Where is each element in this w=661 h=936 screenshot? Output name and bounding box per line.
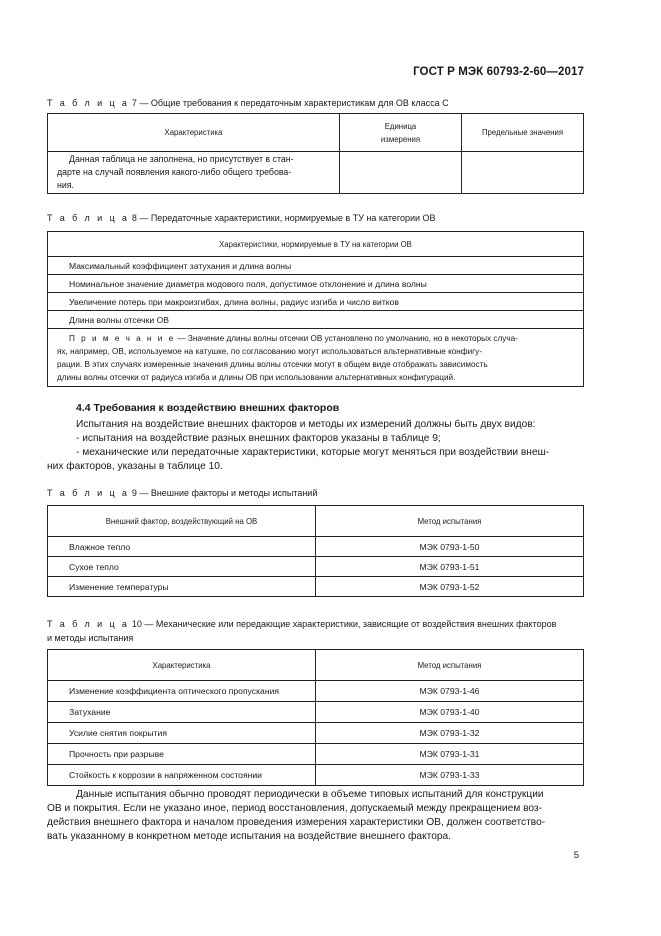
- table8-row: [48, 293, 584, 311]
- table9-caption-label: Т а б л и ц а: [47, 488, 130, 498]
- table8-row-text: Увеличение потерь при макроизгибах, длина волны, радиус изгиба и число витков: [48, 293, 584, 311]
- table8-note-line1: [57, 332, 579, 345]
- table10-caption: [47, 617, 556, 645]
- section-4-4-para1: Испытания на воздействие внешних факторов и методы их измерений должны быть двух видов:: [76, 419, 536, 430]
- table10-method: МЭК 0793-1-46: [316, 681, 584, 702]
- table8-note-line3: рации. В этих случаях измеренные значения длины волны отсечки могут в общем виде отображать зависимость: [57, 359, 488, 369]
- section-4-4-para3-line1: - механические или передаточные характеристики, которые могут меняться при воздействии внеш-: [76, 447, 550, 458]
- table8-row: [48, 311, 584, 329]
- table10-row: [48, 765, 584, 786]
- table9-method: МЭК 0793-1-50: [316, 537, 584, 557]
- table8-note-line4: длины волны отсечки от радиуса изгиба и длины ОВ при использовании альтернативных конфигураций.: [57, 372, 456, 382]
- table8-note-line2: ях, например, ОВ, используемое на катушке, по согласованию могут использоваться альтернативные конфигу-: [57, 346, 482, 356]
- table10-row: [48, 744, 584, 765]
- table7-caption: [47, 98, 449, 108]
- table9-col-factor: Внешний фактор, воздействующий на ОВ: [48, 506, 316, 537]
- section-4-4-title: 4.4 Требования к воздействию внешних факторов: [76, 402, 340, 414]
- table10-row: [48, 702, 584, 723]
- closing-line1: Данные испытания обычно проводят периодически в объеме типовых испытаний для конструкции: [76, 789, 544, 800]
- table7-empty-note: [48, 152, 340, 194]
- table7-col-limits: Предельные значения: [462, 114, 584, 152]
- table8-header-row: [48, 232, 584, 257]
- table9-method: МЭК 0793-1-51: [316, 557, 584, 577]
- table10-row: [48, 681, 584, 702]
- table9-factor: Сухое тепло: [48, 557, 316, 577]
- table10: [47, 649, 584, 786]
- table7-empty-unit: [340, 152, 462, 194]
- table7: [47, 113, 584, 194]
- closing-line4: вать указанному в конкретном методе испытания на воздействие внешнего фактора.: [47, 831, 452, 842]
- table10-characteristic: Усилие снятия покрытия: [48, 723, 316, 744]
- table10-method: МЭК 0793-1-40: [316, 702, 584, 723]
- table8-header: Характеристики, нормируемые в ТУ на категории ОВ: [48, 232, 584, 257]
- table10-col-characteristic: Характеристика: [48, 650, 316, 681]
- table9-caption-text: 9 — Внешние факторы и методы испытаний: [129, 488, 318, 498]
- table7-col-unit: [340, 114, 462, 152]
- table10-characteristic: Затухание: [48, 702, 316, 723]
- table8: [47, 231, 584, 387]
- table8-row-text: Номинальное значение диаметра модового поля, допустимое отклонение и длина волны: [48, 275, 584, 293]
- section-4-4-para2: - испытания на воздействие разных внешних факторов указаны в таблице 9;: [76, 433, 441, 444]
- table7-col-unit-line2: измерения: [380, 134, 421, 144]
- page-number: 5: [573, 850, 579, 861]
- table9-col-method: Метод испытания: [316, 506, 584, 537]
- table7-empty-limits: [462, 152, 584, 194]
- table7-col-characteristic: Характеристика: [48, 114, 340, 152]
- table9-row: [48, 557, 584, 577]
- table8-note: [48, 329, 584, 387]
- table8-row: [48, 275, 584, 293]
- table10-caption-line1: [47, 617, 556, 631]
- closing-line3: действия внешнего фактора и началом проведения измерения характеристики ОВ, должен соответство-: [47, 817, 546, 828]
- table10-header-row: [48, 650, 584, 681]
- table8-note-label: П р и м е ч а н и е: [69, 333, 176, 343]
- table8-note-row: [48, 329, 584, 387]
- table7-caption-label: Т а б л и ц а: [47, 98, 130, 108]
- table10-characteristic: Изменение коэффициента оптического пропускания: [48, 681, 316, 702]
- table7-caption-text: 7 — Общие требования к передаточным характеристикам для ОВ класса С: [129, 98, 449, 108]
- table10-method: МЭК 0793-1-31: [316, 744, 584, 765]
- table8-row: [48, 257, 584, 275]
- document-code: ГОСТ Р МЭК 60793-2-60—2017: [413, 66, 584, 78]
- table10-method: МЭК 0793-1-32: [316, 723, 584, 744]
- table10-method: МЭК 0793-1-33: [316, 765, 584, 786]
- closing-paragraph: [47, 788, 583, 844]
- table9-row: [48, 577, 584, 597]
- table10-characteristic: Стойкость к коррозии в напряженном состоянии: [48, 765, 316, 786]
- table7-header-row: [48, 114, 584, 152]
- table9-factor: Влажное тепло: [48, 537, 316, 557]
- table9: [47, 505, 584, 597]
- table10-caption-line2: и методы испытания: [47, 633, 134, 643]
- table10-col-method: Метод испытания: [316, 650, 584, 681]
- table10-caption-text: 10 — Механические или передающие характеристики, зависящие от воздействия внешних факторов: [129, 619, 557, 629]
- table9-method: МЭК 0793-1-52: [316, 577, 584, 597]
- table8-row-text: Максимальный коэффициент затухания и длина волны: [48, 257, 584, 275]
- table8-row-text: Длина волны отсечки ОВ: [48, 311, 584, 329]
- table7-note-line2: дарте на случай появления какого-либо общего требова-: [57, 167, 292, 177]
- closing-line2: ОВ и покрытия. Если не указано иное, период восстановления, допускаемый между прекращением воз-: [47, 803, 542, 814]
- table7-note-line1: Данная таблица не заполнена, но присутствует в стан-: [69, 154, 294, 164]
- table7-col-unit-line1: Единица: [384, 121, 417, 131]
- table9-factor: Изменение температуры: [48, 577, 316, 597]
- table9-header-row: [48, 506, 584, 537]
- table9-row: [48, 537, 584, 557]
- table7-row: [48, 152, 584, 194]
- table10-caption-label: Т а б л и ц а: [47, 619, 130, 629]
- table8-caption-label: Т а б л и ц а: [47, 213, 130, 223]
- table7-note-line3: ния.: [57, 180, 74, 190]
- table9-caption: [47, 488, 317, 498]
- table8-note-line1-text: — Значение длины волны отсечки ОВ установлено по умолчанию, но в некоторых случа-: [175, 333, 518, 343]
- table10-characteristic: Прочность при разрыве: [48, 744, 316, 765]
- section-4-4-para3-line2: них факторов, указаны в таблице 10.: [47, 461, 223, 472]
- table8-caption: [47, 213, 436, 223]
- table10-row: [48, 723, 584, 744]
- table8-caption-text: 8 — Передаточные характеристики, нормируемые в ТУ на категории ОВ: [129, 213, 436, 223]
- section-4-4-body: [47, 418, 583, 474]
